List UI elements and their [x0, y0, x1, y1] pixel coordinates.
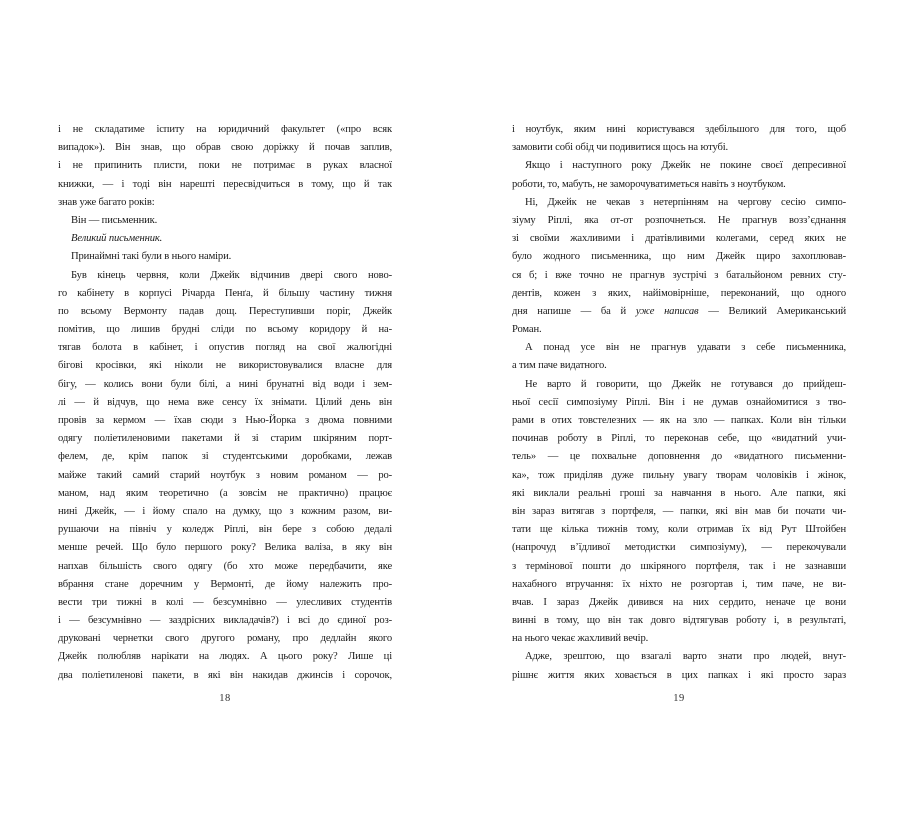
text-line: Великий письменник. [71, 233, 163, 245]
text-line: маном, над яким теоретично (а зовсім не практично) працює [58, 487, 392, 499]
text-line: Адже, зрештою, що взагалі варто знати про людей, внут- [525, 651, 846, 663]
text-line: ка», тож приділяв дуже пильну увагу творам чоловіків і жінок, [512, 469, 846, 481]
text-line: го кабінету в корпусі Річарда Пенґа, й більшу частину тижня [58, 287, 392, 299]
text-line: А понад усе він не прагнув удавати з себе письменника, [525, 342, 846, 354]
text-line: майже такий самий старий ноутбук з новим романом — ро- [58, 469, 392, 481]
text-line: Роман. [512, 324, 542, 336]
text-line: рушаючи на північ у коледж Ріплі, він бере з собою дедалі [58, 524, 392, 536]
text-line: книжки, — і тоді він нарешті пересвідчиться в тому, що й так [58, 178, 392, 190]
text-line: лі — й відчув, що нема вже сенсу їх знімати. Цілий день він [58, 396, 392, 408]
text-line: рами в отих товстелезних — як на зло — папках. Коли він тільки [512, 415, 846, 426]
text-line: дентів, кожен з яких, найімовірніше, переконаний, що одного [512, 287, 846, 299]
page-right [512, 0, 846, 817]
text-line: починав роботу в Ріплі, то переконав себе, що «видатний учи- [512, 433, 846, 445]
text-line: Він — письменник. [71, 214, 158, 226]
text-line: два поліетиленові пакети, в які він накидав джинсів і сорочок, [58, 669, 392, 681]
text-line: знав уже багато років: [58, 196, 155, 208]
text-line: тати ще кілька тижнів тому, коли отримав їх від Рут Штойбен [512, 524, 846, 536]
text-line: рішнє життя яких ховається в цих папках і які просто зараз [512, 669, 846, 681]
text-line: нині Джейк, — і йому спало на думку, що з кожним разом, ви- [58, 505, 392, 517]
page-number-right: 19 [673, 693, 685, 704]
text-line: зі своїми жахливими і дратівливими колегами, серед яких не [512, 233, 846, 245]
text-line: тель» — це похвальне доповнення до «видатного письменни- [512, 451, 846, 463]
page-right-textblock [512, 121, 846, 685]
text-line: дня напише — ба й уже написав — Великий Американський [512, 305, 846, 317]
text-line: замовити собі обід чи подивитися щось на ютубі. [512, 142, 728, 154]
text-line: Принаймні такі були в нього наміри. [71, 251, 232, 263]
page-left [58, 0, 392, 817]
text-line: вбрання стане доречним у Вермонті, де йому належить про- [58, 578, 392, 590]
text-line: менше речей. Що було першого року? Велика валіза, в яку він [58, 542, 392, 554]
text-line: напхав більшість свого одягу (бо хто може передбачити, яке [58, 560, 392, 572]
text-line: і не припинить плисти, поки не потримає в руках власної [58, 160, 392, 172]
text-line: нахабного втручання: їх ніхто не розгортав і, тим паче, не ви- [512, 578, 846, 590]
text-line: з термінової пошти до шкіряного портфеля, так і не зазнавши [512, 560, 846, 572]
text-line: роботи, то, мабуть, не заморочуватиметься навіть з ноутбуком. [512, 178, 786, 190]
text-line: було жодного письменника, що ним Джейк щиро захоплював- [512, 251, 846, 263]
text-line: Ні, Джейк не чекав з нетерпінням на чергову сесію симпо- [525, 196, 846, 208]
text-line: винні в тому, що він так довго відтягував роботу і, в результаті, [512, 615, 846, 627]
text-line: по всьому Вермонту падав дощ. Переступивши поріг, Джейк [58, 305, 392, 317]
text-line: і не складатиме іспиту на юридичний факультет («про всяк [58, 124, 392, 135]
text-line: які виклали реальні гроші за навчання в нього. Але папки, які [512, 487, 846, 499]
text-line: провів за кермом — їхав сюди з Нью-Йорка з двома повними [58, 415, 392, 426]
text-line: Джейк полюбляв нарікати на людях. А цього року? Лише ці [58, 651, 392, 663]
text-line: Був кінець червня, коли Джейк відчинив двері свого ново- [71, 269, 392, 281]
text-line: Не варто й говорити, що Джейк не готувався до прийдеш- [525, 378, 846, 390]
text-line: зіуму Ріплі, яка от-от розпочнеться. Не прагнув возз’єднання [512, 214, 846, 226]
text-line: і ноутбук, яким нині користувався здебільшого для того, щоб [512, 124, 846, 135]
text-line: одягу поліетиленовими пакетами й зі старим шкіряним порт- [58, 433, 392, 445]
text-line: вчав. І зараз Джейк дивився на них сердито, неначе це вони [512, 596, 846, 608]
text-line: бігу, — колись вони були білі, а нині брунатні від води і зем- [58, 378, 392, 390]
text-line: а тим паче видатного. [512, 360, 607, 372]
text-line: бігові кросівки, які ніколи не використовувалися власне для [58, 360, 392, 372]
text-line: він зараз витягав з портфеля, — папки, які він мав би почати чи- [512, 505, 846, 517]
page-number-left: 18 [219, 693, 231, 704]
text-line: вести три тижні в колі — безсумнівно — улесливих студентів [58, 596, 392, 608]
text-line: ся б; і вже точно не прагнув зустрічі з батальйоном ревних сту- [512, 269, 846, 281]
page-left-textblock [58, 121, 392, 685]
text-line: і — безсумнівно — заздрісних викладачів?) і всі до єдиної роз- [58, 615, 392, 627]
text-line: ньої сесії симпозіуму Ріплі. Він і не думав ознайомитися з тво- [512, 396, 846, 408]
text-line: помітив, що лишив брудні сліди по всьому коридору й на- [58, 324, 392, 336]
text-line: на нього чекає жахливий вечір. [512, 633, 649, 645]
text-line: Якщо і наступного року Джейк не покине своєї депресивної [525, 160, 846, 172]
text-line: фелем, де, крім папок зі студентськими доробками, лежав [58, 451, 392, 463]
text-line: (напрочуд в’їдливої методистки симпозіуму), — перекочували [512, 542, 846, 554]
text-line: друковані чернетки свого другого роману, про дедлайн якого [58, 633, 392, 645]
text-line: випадок»). Він знав, що обрав свою доріжку й почав заплив, [58, 142, 392, 154]
text-line: тягав болота в кабінет, і опустив погляд на свої жалюгідні [58, 342, 392, 354]
